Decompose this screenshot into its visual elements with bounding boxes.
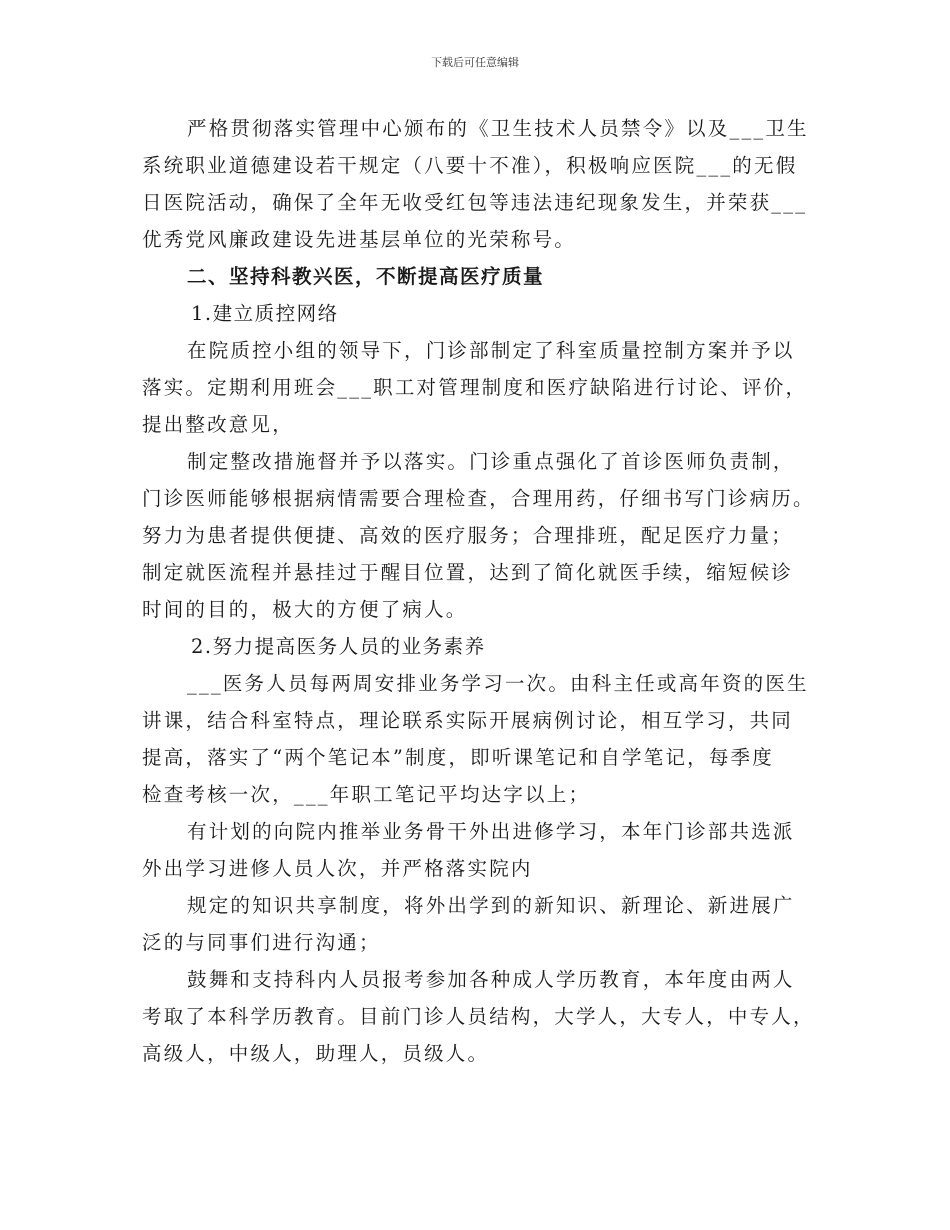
paragraph-line: 提出整改意见， [142, 413, 294, 436]
paragraph-line: 严格贯彻落实管理中心颁布的《卫生技术人员禁令》以及___卫生 [187, 117, 809, 140]
subsection-heading: 1.建立质控网络 [191, 302, 339, 325]
paragraph-line: 日医院活动，确保了全年无收受红包等违法违纪现象发生，并荣获___ [142, 191, 808, 214]
paragraph-line: 时间的目的，极大的方便了病人。 [142, 598, 468, 621]
paragraph-line: 在院质控小组的领导下，门诊部制定了科室质量控制方案并予以 [187, 339, 795, 362]
paragraph-line: 提高，落实了“两个笔记本”制度，即听课笔记和自学笔记，每季度 [142, 746, 774, 769]
paragraph-line: 门诊医师能够根据病情需要合理检查，合理用药，仔细书写门诊病历。 [142, 487, 815, 510]
paragraph-line: 鼓舞和支持科内人员报考参加各种成人学历教育，本年度由两人 [187, 968, 795, 991]
paragraph-line: 外出学习进修人员人次，并严格落实院内 [142, 857, 533, 880]
paragraph-line: 规定的知识共享制度，将外出学到的新知识、新理论、新进展广 [187, 894, 795, 917]
paragraph-line: 讲课，结合科室特点，理论联系实际开展病例讨论，相互学习，共同 [142, 709, 794, 732]
paragraph-line: 考取了本科学历教育。目前门诊人员结构，大学人，大专人，中专人， [142, 1005, 815, 1028]
paragraph-line: 制定整改措施督并予以落实。门诊重点强化了首诊医师负责制， [187, 450, 795, 473]
paragraph-line: 制定就医流程并悬挂过于醒目位置，达到了简化就医手续，缩短候诊 [142, 561, 794, 584]
paragraph-line: ___医务人员每两周安排业务学习一次。由科主任或高年资的医生 [187, 672, 809, 695]
section-heading: 二、坚持科教兴医，不断提高医疗质量 [187, 265, 545, 288]
paragraph-line: 努力为患者提供便捷、高效的医疗服务；合理排班，配足医疗力量； [142, 524, 794, 547]
paragraph-line: 系统职业道德建设若干规定（八要十不准），积极响应医院___的无假 [142, 154, 798, 177]
paragraph-line: 优秀党风廉政建设先进基层单位的光荣称号。 [142, 228, 577, 251]
document-body [142, 110, 822, 1072]
subsection-heading: 2.努力提高医务人员的业务素养 [191, 635, 486, 658]
paragraph-line: 高级人，中级人，助理人，员级人。 [142, 1042, 490, 1065]
page-header: 下载后可任意编辑 [431, 56, 519, 69]
paragraph-line: 泛的与同事们进行沟通； [142, 931, 381, 954]
paragraph-line: 有计划的向院内推举业务骨干外出进修学习，本年门诊部共选派 [187, 820, 795, 843]
paragraph-line: 检查考核一次，___年职工笔记平均达字以上； [142, 783, 591, 806]
paragraph-line: 落实。定期利用班会___职工对管理制度和医疗缺陷进行讨论、评价， [142, 376, 808, 399]
